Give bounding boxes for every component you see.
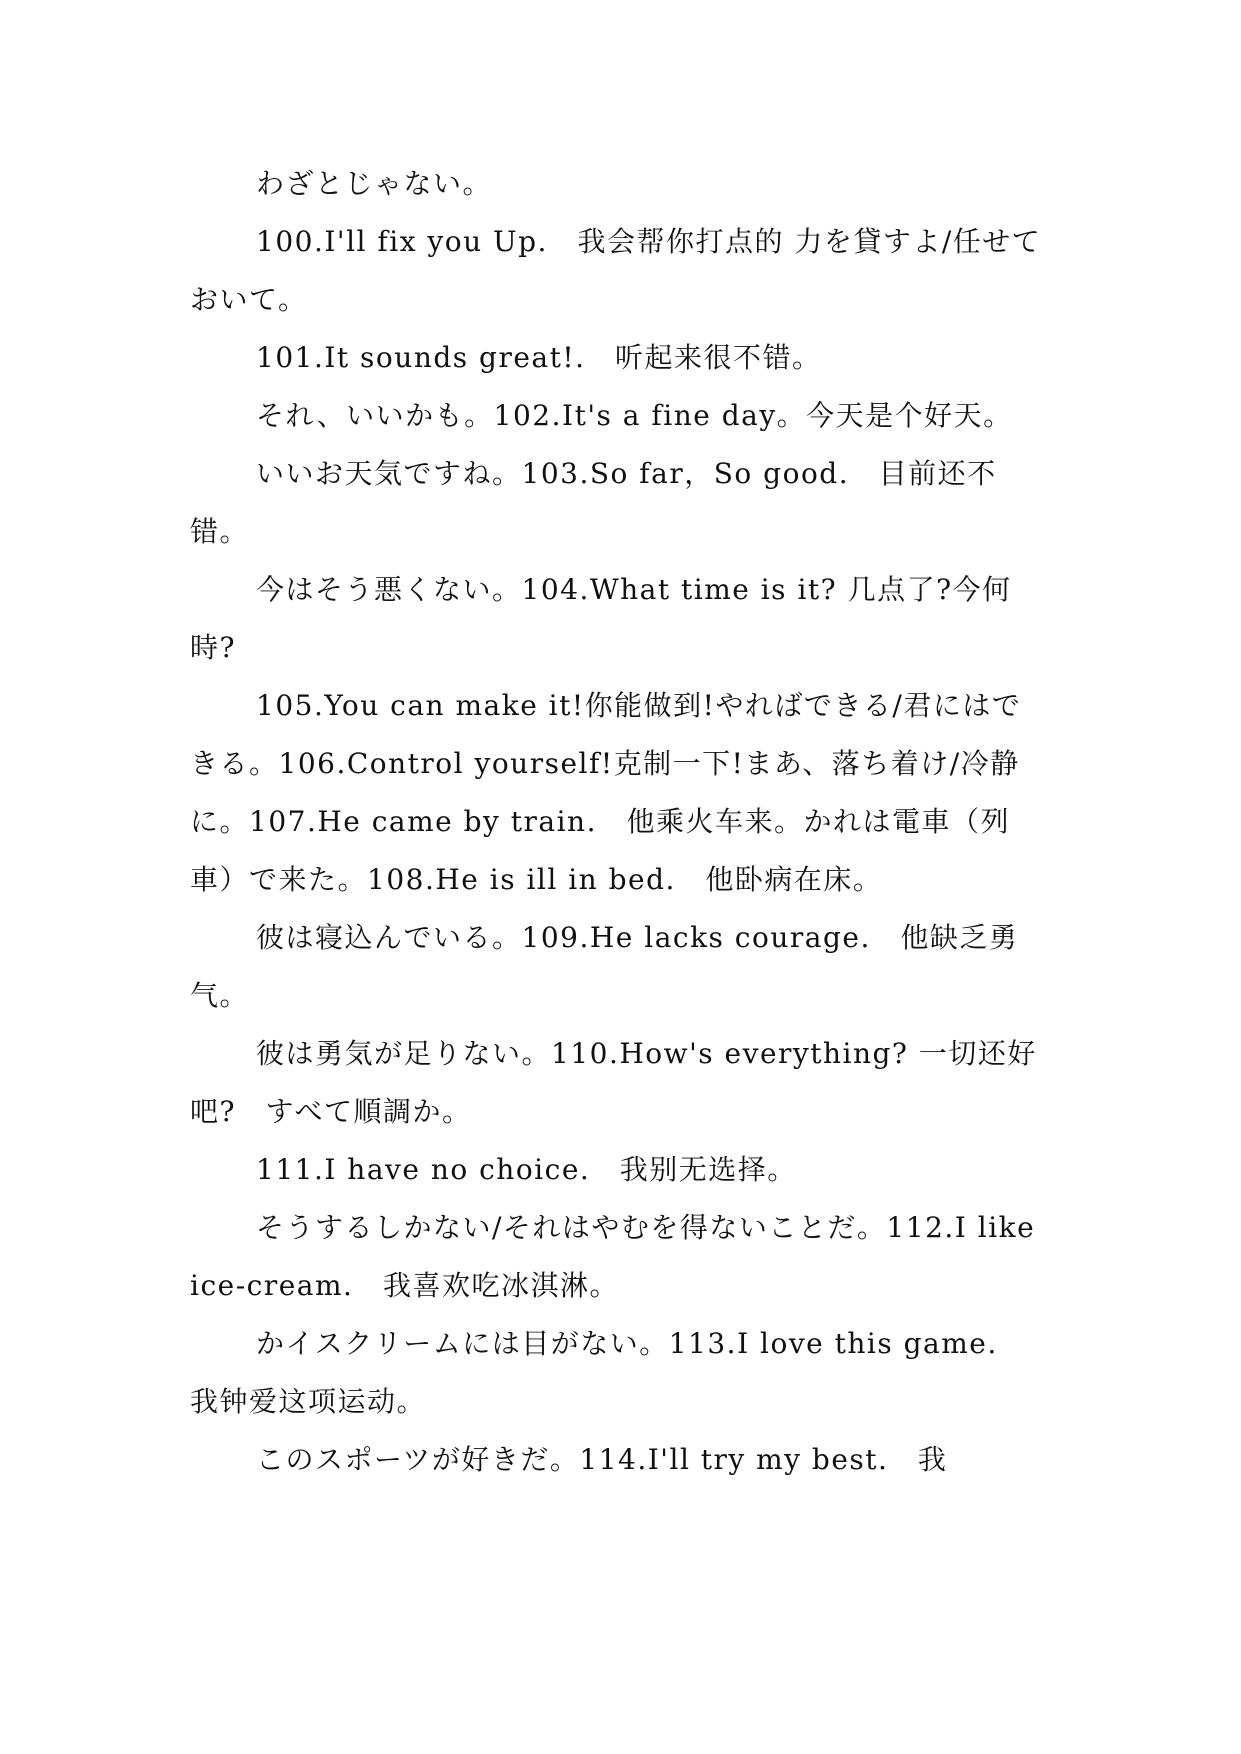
paragraph: 111.I have no choice. 我别无选择。 <box>256 1153 797 1186</box>
paragraph: 105.You can make it!你能做到!やればできる/君にはできる。106.Control yourself!克制一下!まあ、落ち着け/冷静に。107.He came by train. 他乘火车来。かれは電車（列車）で来た。108.He is ill in bed. 他卧病在床。 <box>190 689 1022 896</box>
paragraph: 100.I'll fix you Up. 我会帮你打点的 力を貸すよ/任せておいて。 <box>190 225 1042 316</box>
paragraph: 彼は勇気が足りない。110.How's everything? 一切还好吧? すべて順調か。 <box>190 1037 1037 1128</box>
document-body <box>190 155 1050 1489</box>
paragraph: 101.It sounds great!. 听起来很不错。 <box>256 341 822 374</box>
paragraph: 今はそう悪くない。104.What time is it? 几点了?今何時? <box>190 573 1012 664</box>
paragraph: このスポーツが好きだ。114.I'll try my best. 我 <box>256 1443 948 1476</box>
paragraph: いいお天気ですね。103.So far，So good. 目前还不错。 <box>190 457 997 548</box>
paragraph: わざとじゃない。 <box>256 167 493 200</box>
paragraph: 彼は寝込んでいる。109.He lacks courage. 他缺乏勇气。 <box>190 921 1019 1012</box>
paragraph: かイスクリームには目がない。113.I love this game. 我钟爱这项运动。 <box>190 1327 1028 1418</box>
paragraph: それ、いいかも。102.It's a fine day。今天是个好天。 <box>256 399 1013 432</box>
paragraph: そうするしかない/それはやむを得ないことだ。112.I like ice-cream. 我喜欢吃冰淇淋。 <box>190 1211 1036 1302</box>
